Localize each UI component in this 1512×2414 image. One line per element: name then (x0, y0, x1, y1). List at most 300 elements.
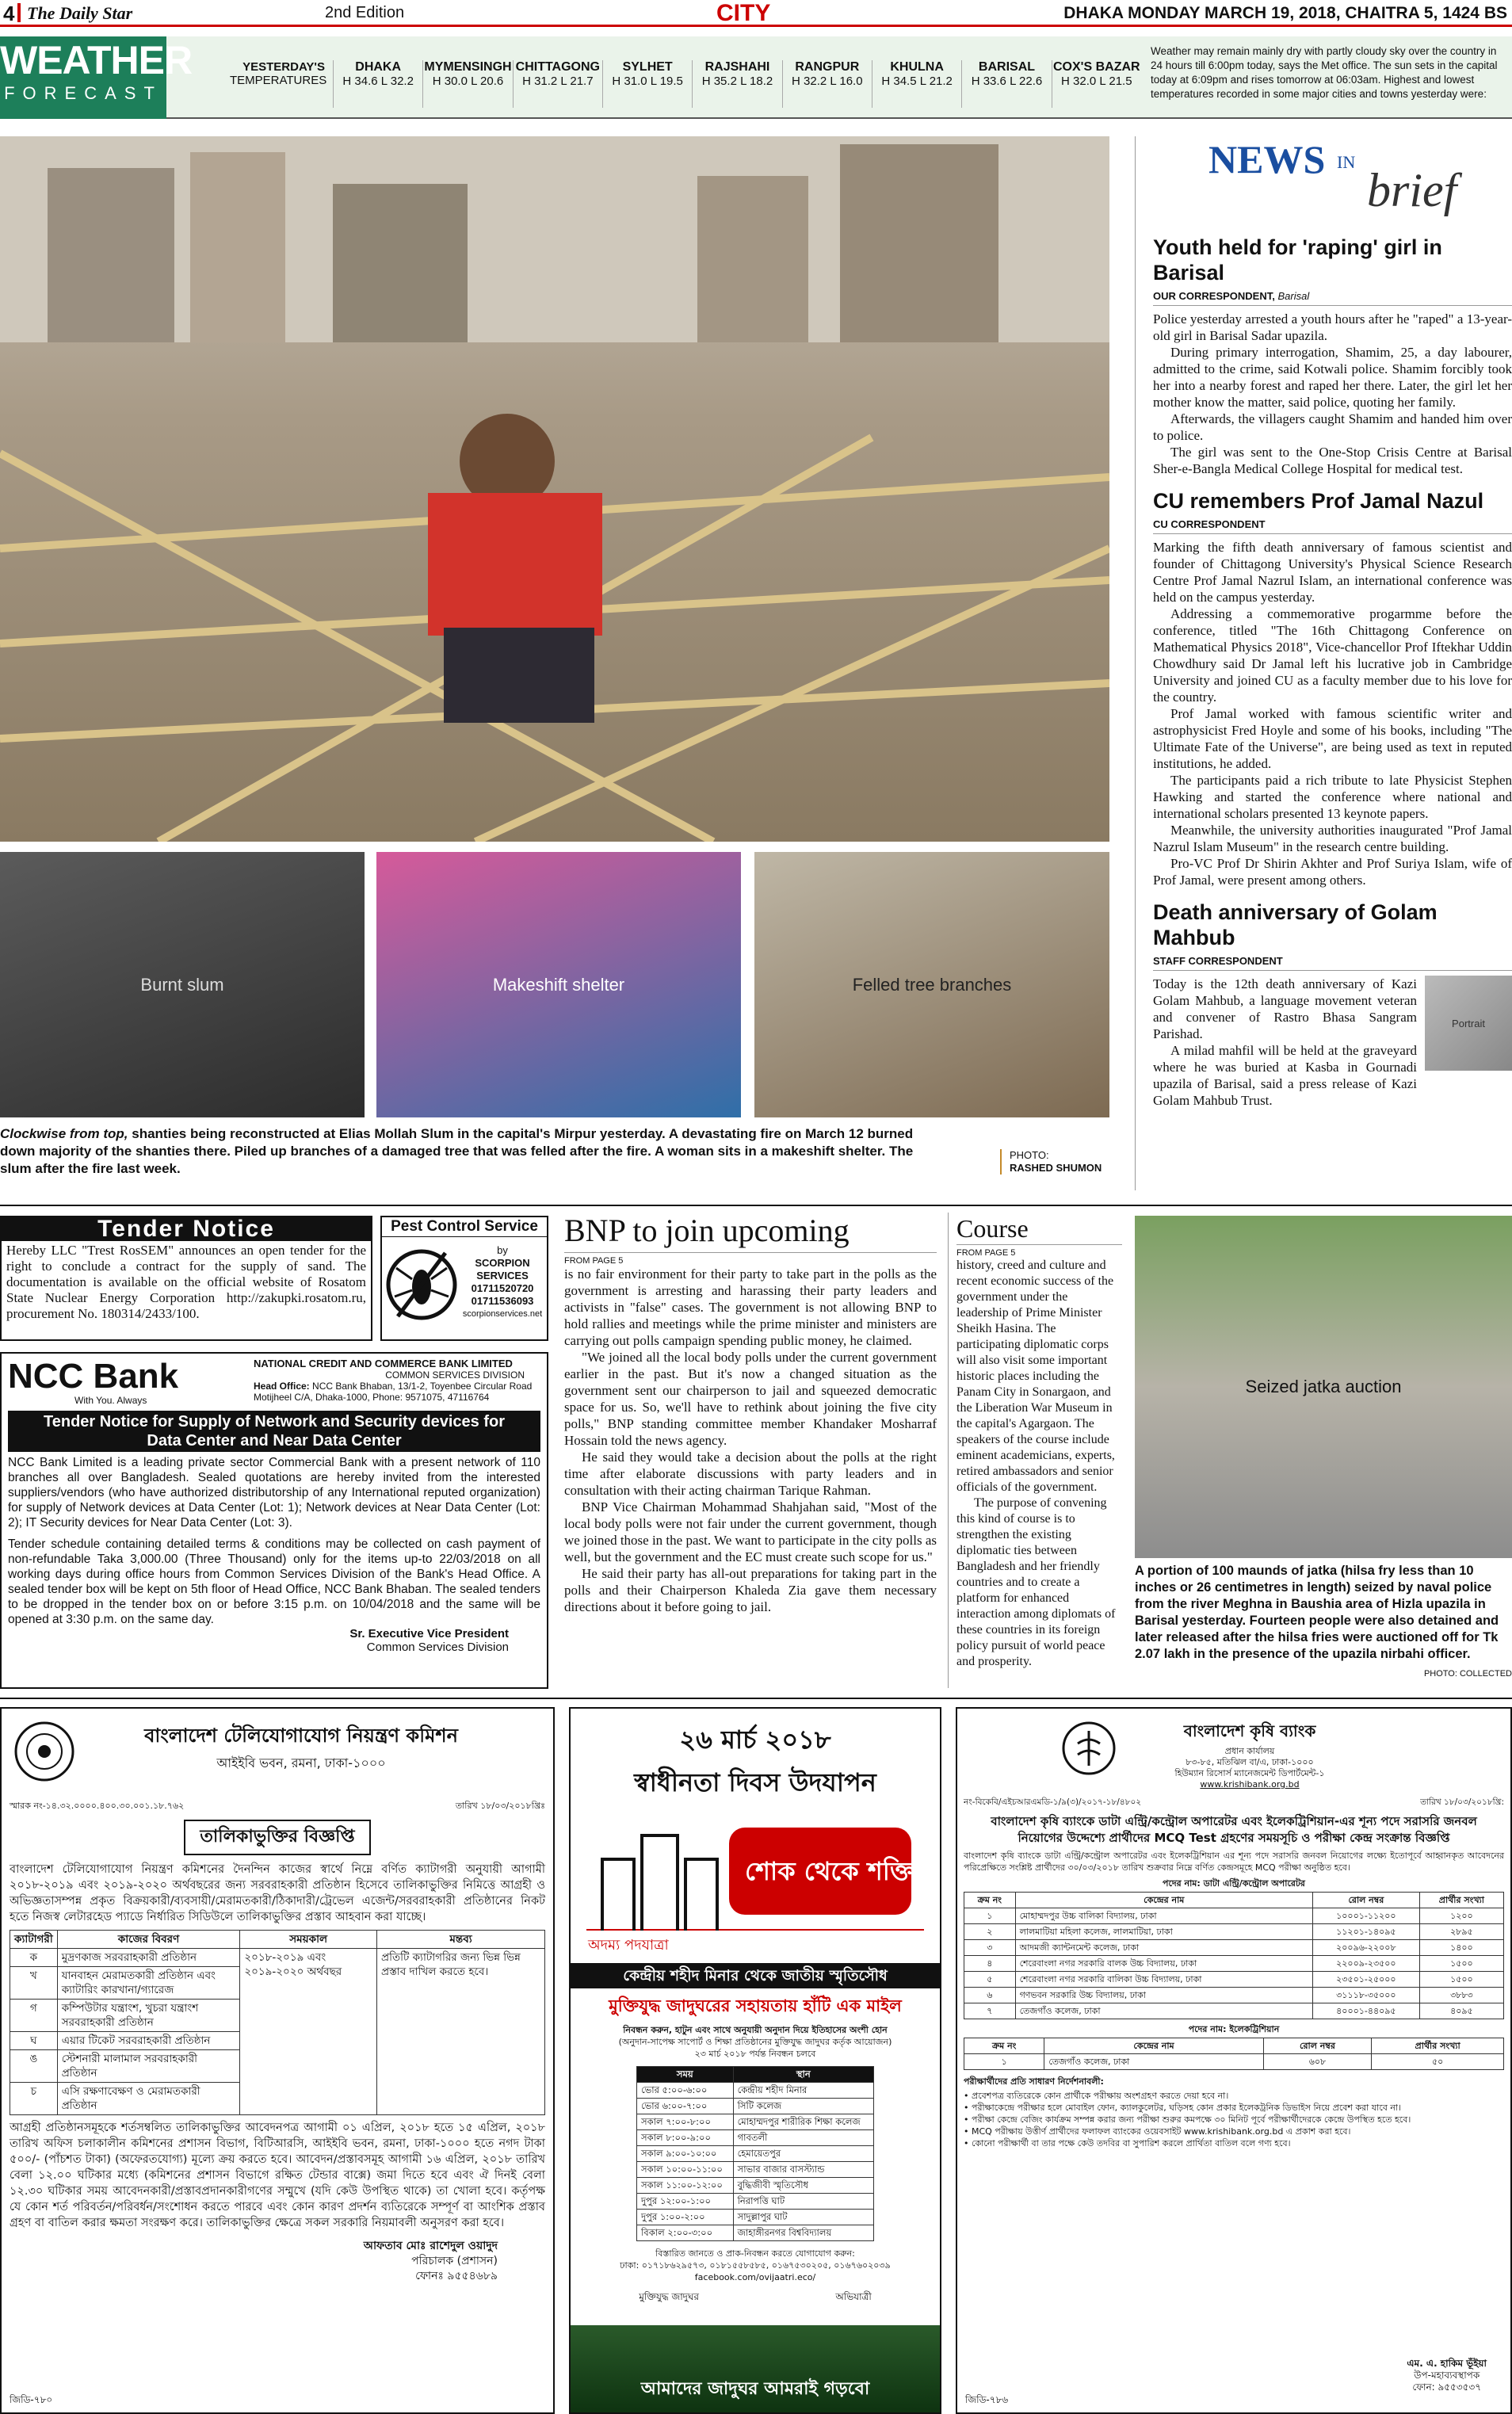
museum-time: দুপুর ১:০০-২:০০ (637, 2210, 734, 2225)
krishi-date: তারিখ ১৮/০৩/২০১৮খ্রি: (1420, 1797, 1504, 1807)
edition: 2nd Edition (325, 4, 405, 21)
btrc-remark: প্রতিটি ক্যাটাগরির জন্য ভিন্ন ভিন্ন প্রস্তাব দাখিল করতে হবে। (377, 1949, 545, 2115)
krishi-row (964, 1972, 1504, 1988)
krishi-cell: ৩৮৮৩ (1419, 1988, 1503, 2003)
city-name: COX'S BAZAR (1052, 60, 1140, 74)
bnp-story (564, 1213, 937, 1688)
krishi-row (964, 1940, 1504, 1956)
museum-ad (569, 1707, 941, 2414)
krishi-cell: ১২০০ (1419, 1908, 1503, 1924)
city-temp: H 31.0 L 19.5 (612, 74, 683, 88)
krishi-cell: ১ (964, 2054, 1044, 2070)
museum-place: সাভার বাজার বাসস্ট্যান্ড (733, 2162, 873, 2178)
krishi-col-header: রোল নম্বর (1313, 1893, 1420, 1908)
caption-text: shanties being reconstructed at Elias Mollah Slum in the capital's Mirpur yesterday. A devastating fire on March 12 burned down majority of the shanties there. Piled up branches of a damaged tree that was felled after the fire. A woman sits in a makeshift shelter. The slum after the fire last week. (0, 1126, 914, 1176)
masthead (0, 0, 1512, 27)
bnp-from-page: FROM PAGE 5 (564, 1256, 624, 1266)
museum-art (586, 1812, 924, 1931)
btrc-col-header: কাজের বিবরণ (57, 1931, 240, 1949)
city-temp-block (872, 60, 961, 108)
museum-contact (571, 2248, 940, 2283)
museum-slogan: অদম্য পদযাত্রা (588, 1937, 669, 1954)
photo-credit-label: PHOTO: (1010, 1149, 1049, 1161)
krishi-ref: নং-বিকেবি/এইচআরএমডি-১/৯(৩)/২০১৭-১৮/৪৮০২ (964, 1797, 1142, 1807)
ncc-paragraph-1: NCC Bank Limited is a leading private sector Commercial Bank with a present network of 110 branches all over Bangladesh. Sealed quotations are hereby invited from the interested suppliers/vendors (who have authorized distributorship of any International reputed organization) for supply of Network devices at Data Center (Lot: 1); Network devices at Near Data Center (Lot: 2); IT Security devices for Near Data Center (Lot: 3). (8, 1456, 540, 1530)
btrc-table (10, 1930, 545, 2115)
krishi-intro: বাংলাদেশ কৃষি ব্যাংকে ডাটা এন্ট্রি/কন্ট্রোল অপারেটর এবং ইলেকট্রিশিয়ান এর শূন্য পদে সরাসরি জনবল নিয়োগের লক্ষ্যে ইতোপূর্বে আহ্বানকৃত আবেদনের পরিপ্রেক্ষিতে সংশ্লিষ্ট প্রার্থীদের ৩০/০৩/২০১৮ তারিখ শুক্রবার নিম্নে বর্ণিত কেন্দ্রসমূহে MCQ পরীক্ষা অনুষ্ঠিত হবে। (964, 1851, 1504, 1873)
btrc-address: আইইবি ভবন, রমনা, ঢাকা-১০০০ (216, 1755, 386, 1770)
krishi-cell: ৩ (964, 1940, 1016, 1956)
btrc-category: খ (10, 1967, 58, 2000)
btrc-signature (10, 2239, 545, 2284)
krishi-cell: ৬ (964, 1988, 1016, 2003)
city-temp-block (1052, 60, 1141, 108)
bnp-paragraph: is no fair environment for their party to take part in the polls as the government is arresting and harassing their party leaders and activists in "false" cases. The government is not allowing BNP to hold rallies and meetings while the prime minister and ministers are carrying out polls campaign spending public money, he claimed. (564, 1266, 937, 1348)
brief-1-paragraph: The girl was sent to the One-Stop Crisis Centre at Barisal Sher-e-Bangla Medical College Hospital for medical test. (1153, 445, 1512, 476)
brief-2-paragraph: Marking the fifth death anniversary of famous scientist and founder of Chittagong University's Physical Science Research Centre Prof Jamal Nazrul Islam, an international conference was held on the campus yesterday. (1153, 540, 1512, 605)
museum-place: সিটি কলেজ (733, 2099, 873, 2114)
main-photo (0, 136, 1109, 842)
krishi-cell: আদমজী ক্যান্টনমেন্ট কলেজ, ঢাকা (1015, 1940, 1312, 1956)
ncc-logo-text: NCC Bank (8, 1357, 179, 1396)
btrc-code: জিডি-৭৮০ (10, 2394, 53, 2405)
museum-place: সাদুল্লাপুর ঘাট (733, 2210, 873, 2225)
krishi-cell: ২২০০৯-২৩৫০০ (1313, 1956, 1420, 1972)
krishi-table-1-title: পদের নাম: ডাটা এন্ট্রি/কন্ট্রোল অপারেটর (1163, 1878, 1305, 1889)
museum-route: কেন্দ্রীয় শহীদ মিনার থেকে জাতীয় স্মৃতিসৌধ (571, 1963, 940, 1988)
btrc-ref: স্মারক নং-১৪.৩২.০০০০.৪০০.৩০.০০১.১৮.৭৬২ (10, 1801, 185, 1811)
btrc-category: ঘ (10, 2032, 58, 2050)
krishi-cell: ২৮৯৫ (1419, 1924, 1503, 1940)
bnp-paragraph: He said their party has all-out preparations for taking part in the polls and their Chairperson Khaleda Zia gave them necessary directions about it before going to jail. (564, 1566, 937, 1614)
city-name: SYLHET (622, 60, 673, 74)
krishi-cell: ২৩৫০১-২৫০০০ (1313, 1972, 1420, 1988)
krishi-note: • পরীক্ষা কেন্দ্রে বেজিং কার্যক্রম সম্পন্ন করার জন্য পরীক্ষা শুরুর কমপক্ষে ৩০ মিনিট পূর্বে পরীক্ষার্থীদেরকে কেন্দ্রে উপস্থিত হতে হবে। (964, 2114, 1411, 2125)
krishi-note: • পরীক্ষাকেন্দ্রে পরীক্ষার হলে মোবাইল ফোন, ক্যালকুলেটর, ঘড়িসহ কোন প্রকার ইলেকট্রনিক ডিভাইস নিয়ে প্রবেশ করা যাবে না। (964, 2103, 1402, 2113)
page-number-divider (17, 3, 21, 22)
museum-time: ভোর ৫:০০-৬:০০ (637, 2083, 734, 2099)
brief-story-1-title: Youth held for 'raping' girl in Barisal (1153, 235, 1442, 285)
jatka-photo (1135, 1216, 1512, 1558)
jatka-photo-label: Seized jatka auction (1245, 1377, 1402, 1396)
btrc-body: আগ্রহী প্রতিষ্ঠানসমূহকে শর্তসম্বলিত তালিকাভুক্তির আবেদনপত্র আগামী ০১ এপ্রিল, ২০১৮ হতে ১৫ এপ্রিল, ২০১৮ তারিখ অফিস চলাকালীন কমিশনের প্রশাসন বিভাগ, বিটিআরসি, আইইবি ভবন, রমনা, ঢাকা-১০০০ হতে নগদ টাকা ৫০০/- (পাঁচশত টাকা) (অফেরতযোগ্য) মূল্যে ক্রয় করতে হবে। আবেদন/প্রস্তাবসমূহ আগামী ১৬ এপ্রিল, ২০১৮ তারিখ বেলা ১২.০০ ঘটিকার মধ্যে (কমিশনের প্রশাসন বিভাগে রক্ষিত টেন্ডার বাক্সে) জমা দিতে হবে এবং ঐ দিনই বেলা ১২.৩০ ঘটিকার সময় আবেদনকারী/প্রস্তাবপ্রদানকারীগণের সম্মুখে (যদি কেউ উপস্থিত থাকে) তা খোলা হবে। কর্তৃপক্ষ যে কোন শর্ত পরিবর্তন/পরিবর্ধন/সংশোধন করতে পারবে এবং কোন কারণ প্রদর্শন ব্যতিরেকে সম্পূর্ণ বা আংশিক প্রস্তাব গ্রহণ বা বাতিল করার ক্ষমতা সংরক্ষণ করে। তালিকাভুক্তির ক্ষেত্রে সকল সরকারি নিয়মাবলী অনুসরণ করা হবে। (10, 2122, 545, 2229)
scorpion-icon (385, 1241, 458, 1328)
krishi-cell: তেজগাঁও কলেজ, ঢাকা (1015, 2003, 1312, 2019)
ads-divider (0, 1698, 1512, 1699)
krishi-col-header: কেন্দ্রের নাম (1015, 1893, 1312, 1908)
krishi-table-2-title: পদের নাম: ইলেকট্রিশিয়ান (1188, 2024, 1280, 2034)
course-from-page: FROM PAGE 5 (956, 1248, 1016, 1258)
weather-logo (0, 36, 193, 119)
brief-1-paragraph: Afterwards, the villagers caught Shamim and handed him over to police. (1153, 411, 1512, 443)
ncc-bank-ad (0, 1352, 548, 1689)
museum-orgs (571, 2290, 940, 2305)
krishi-bank-ad (956, 1707, 1512, 2414)
bnp-paragraph: "We joined all the local body polls under the current government earlier in the past. But it's now a changed situation as the government sent our chairperson to jail and squeezed democratic space for us. So, we'll have to rethink about joining the five city polls," BNP standing committee member Khandaker Mosharraf Hossain told the news agency. (564, 1350, 937, 1448)
krishi-table-2 (964, 2038, 1504, 2070)
bnp-paragraph: BNP Vice Chairman Mohammad Shahjahan said, "Most of the local body polls were not fair under the current government, though we joined those in the past. We want to participate in the city polls as well, but the government and the EC must create such scope for us." (564, 1499, 937, 1564)
brief-story-1-body (1153, 311, 1512, 477)
btrc-description: এয়ার টিকেট সরবরাহকারী প্রতিষ্ঠান (57, 2032, 240, 2050)
museum-row (637, 2225, 874, 2241)
btrc-description: এসি রক্ষণাবেক্ষণ ও মেরামতকারী প্রতিষ্ঠান (57, 2083, 240, 2115)
city-temp-block (692, 60, 781, 108)
museum-org-1: মুক্তিযুদ্ধ জাদুঘর (639, 2291, 700, 2302)
krishi-cell: ১ (964, 1908, 1016, 1924)
city-name: RANGPUR (795, 60, 860, 74)
museum-header-row (637, 2067, 874, 2083)
small-photo-3-label: Felled tree branches (852, 974, 1012, 995)
brief-story-3-byline: STAFF CORRESPONDENT (1153, 955, 1512, 971)
brief-2-paragraph: Meanwhile, the university authorities inaugurated "Prof Jamal Nazrul Islam Museum" in the research centre building. (1153, 823, 1512, 854)
brief-2-paragraph: The participants paid a rich tribute to late Physicist Stephen Hawking and started the conference where national and international scholars presented 13 keynote papers. (1153, 773, 1512, 821)
museum-info-2: (অনুদান-সাপেক্ষ সাপোর্ট ও শিক্ষা প্রতিষ্ঠানের মুক্তিযুদ্ধ জাদুঘর কর্তৃক আয়োজন) (618, 2037, 892, 2047)
krishi-cell: ১৪০০ (1419, 1940, 1503, 1956)
krishi-header-row (964, 1893, 1504, 1908)
museum-time: বিকাল ২:০০-৩:০০ (637, 2225, 734, 2241)
krishi-cell: ৬০৮ (1263, 2054, 1372, 2070)
btrc-category: গ (10, 2000, 58, 2032)
krishi-sub-1: প্রধান কার্যালয় (1224, 1746, 1275, 1756)
main-photo-illustration (0, 136, 1109, 842)
museum-row (637, 2114, 874, 2130)
tender-notice-text: Hereby LLC "Trest RosSEM" announces an open tender for the right to conclude a contract for the supply of sand. The documentation is available on the official website of Rosatom State Nuclear Energy Corporation http://zakupki.rosatom.ru, procurement No. 180314/2433/100. (6, 1243, 366, 1321)
jatka-credit: PHOTO: COLLECTED (1423, 1669, 1512, 1679)
brief-3-paragraph: A milad mahfil will be held at the graveyard where he was buried at Kasba in Gournadi upazila of Barisal, said a press release of Kazi Golam Mahbub Trust. (1153, 1043, 1417, 1108)
museum-time: ভোর ৬:০০-৭:০০ (637, 2099, 734, 2114)
museum-row (637, 2099, 874, 2114)
city-temps (333, 60, 1141, 108)
museum-row (637, 2130, 874, 2146)
jatka-caption-text: A portion of 100 maunds of jatka (hilsa fry less than 10 inches or 26 centimetres in length) seized by naval police from the river Meghna in Baushia area of Hizla upazila in Barisal yesterday. Fourteen people were also detained and later released after the hilsa fries were auctioned off for Tk 2.07 lakh in the presence of the upazila nirbahi officer. (1135, 1564, 1499, 1661)
brief-3-paragraph: Today is the 12th death anniversary of Kazi Golam Mahbub, a language movement veteran and convener of Rastro Bhasa Sangram Parishad. (1153, 976, 1417, 1041)
city-name: DHAKA (355, 60, 402, 74)
golam-mahbub-photo (1425, 976, 1512, 1071)
krishi-col-header: ক্রম নং (964, 1893, 1016, 1908)
ncc-address (254, 1358, 540, 1408)
caption-lead: Clockwise from top, (0, 1126, 128, 1141)
ncc-paragraph-2: Tender schedule containing detailed terms & conditions may be collected on cash payment of non-refundable Taka 3,000.00 (Three Thousand) only for the items up-to 22/03/2018 on all working days during office hours from Common Services Division of the Bank's Head Office. A sealed tender box will be kept on 5th floor of Head Office, NCC Bank Bhaban. The sealed tenders to be dropped in the tender box on or before 3:15 p.m. on 10/04/2018 and the same will be opened at 3:30 p.m. on the same day. (8, 1537, 540, 1626)
krishi-phone: ফোন: ৯৫৫৩৫৩৭ (1412, 2382, 1482, 2393)
krishi-cell: ৪ (964, 1956, 1016, 1972)
temps-label (230, 60, 325, 87)
museum-row (637, 2083, 874, 2099)
museum-info-3: ২৩ মার্চ ২০১৮ পর্যন্ত নিবন্ধন চলবে (694, 2049, 816, 2059)
btrc-notice-box (10, 1820, 545, 1855)
btrc-category: চ (10, 2083, 58, 2115)
krishi-note: • কোনো পরীক্ষার্থী বা তার পক্ষে কেউ তদবির বা সুপারিশ করলে প্রার্থিতা বাতিল বলে গণ্য হবে। (964, 2138, 1291, 2149)
photo-credit (1000, 1149, 1102, 1175)
city-name: BARISAL (978, 60, 1036, 74)
ncc-signature (8, 1627, 540, 1654)
ncc-logo (8, 1358, 254, 1408)
city-temp: H 32.2 L 16.0 (792, 74, 863, 88)
krishi-header-row (964, 2038, 1504, 2054)
city-temp: H 35.2 L 18.2 (701, 74, 773, 88)
museum-time: সকাল ৭:০০-৮:০০ (637, 2114, 734, 2130)
krishi-cell: ৪০৯৫ (1419, 2003, 1503, 2019)
jatka-caption (1135, 1563, 1512, 1683)
ncc-tagline: With You. Always (74, 1395, 147, 1406)
brief-2-paragraph: Addressing a commemorative progarmme before the conference, titled "The 16th Chittagong Conference on Mathematical Physics 2018", Vice-chancellor Prof Iftekhar Uddin Chowdhury said Dr Jamal left his lucrative job in Cambridge University and joined CU as a faculty member due to his love for the country. (1153, 606, 1512, 705)
krishi-col-header: রোল নম্বর (1263, 2038, 1372, 2054)
museum-row (637, 2162, 874, 2178)
btrc-ref-row (10, 1798, 545, 1813)
krishi-cell: ৫ (964, 1972, 1016, 1988)
krishi-notes-title: পরীক্ষার্থীদের প্রতি সাধারণ নির্দেশনাবলী: (964, 2076, 1104, 2087)
krishi-signature (1407, 2358, 1487, 2393)
city-temp-block (782, 60, 872, 108)
museum-footer-text: আমাদের জাদুঘর আমরাই গড়বো (640, 2379, 870, 2399)
city-temp: H 33.6 L 22.6 (971, 74, 1043, 88)
bnp-paragraph: He said they would take a decision about the polls at the right time after elaborate discussions with party leaders and in consultation with their acting chairman Tarique Rahman. (564, 1450, 937, 1498)
photo-caption (0, 1125, 935, 1178)
btrc-intro: বাংলাদেশ টেলিযোগাযোগ নিয়ন্ত্রণ কমিশনের দৈনন্দিন কাজের স্বার্থে নিম্নে বর্ণিত ক্যাটাগরী অনুযায়ী আগামী ২০১৮-২০১৯ এবং ২০১৯-২০২০ অর্থবছরের জন্য সরবরাহকারী প্রতিষ্ঠান হিসেবে তালিকাভুক্তির নিমিত্তে আগ্রহী ও অভিজ্ঞতাসম্পন্ন প্রকৃত বিক্রয়কারী/ব্যবসায়ী/মেরামতকারী/ঠিকাদারী/ট্রেভেল এজেন্ট/সরবরাহকারী প্রতিষ্ঠানের নিকট হতে নিজস্ব লেটারহেড প্যাডে নির্ধারিত সিডিউলে তালিকাভুক্তির প্রস্তাব আহবান করা যাচ্ছে। (10, 1863, 545, 1923)
museum-footer (571, 2325, 940, 2412)
krishi-cell: ৭ (964, 2003, 1016, 2019)
museum-info-1: নিবন্ধন করুন, হাটুন এবং সাথে অনুযায়ী অনুদান দিয়ে ইতিহাসের অংশী হোন (623, 2025, 888, 2035)
city-temp-block (602, 60, 692, 108)
pest-company: SCORPION SERVICES (475, 1257, 530, 1281)
btrc-description: যানবাহন মেরামতকারী প্রতিষ্ঠান এবং ক্যাটারিং কারখানা/গ্যারেজ (57, 1967, 240, 2000)
brief-in-word: IN (1337, 152, 1356, 172)
krishi-cell: মোহাম্মদপুর উচ্চ বালিকা বিদ্যালয়, ঢাকা (1015, 1908, 1312, 1924)
krishi-title: বাংলাদেশ কৃষি ব্যাংক (1183, 1721, 1316, 1740)
krishi-table-1 (964, 1892, 1504, 2019)
brief-story-3-title: Death anniversary of Golam Mahbub (1153, 900, 1438, 949)
museum-col-header: সময় (637, 2067, 734, 2083)
brief-1-paragraph: Police yesterday arrested a youth hours after he "raped" a 13-year-old girl in Barisal Sadar upazila. (1153, 311, 1512, 343)
city-name: KHULNA (890, 60, 944, 74)
museum-place: কেন্দ্রীয় শহীদ মিনার (733, 2083, 873, 2099)
city-temp-block (333, 60, 422, 108)
course-body (956, 1258, 1122, 1670)
news-in-brief (1135, 136, 1512, 1190)
city-temp-block (513, 60, 602, 108)
small-photo-1-label: Burnt slum (140, 974, 224, 995)
btrc-header-row (10, 1931, 545, 1949)
btrc-col-header: ক্যাটাগরী (10, 1931, 58, 1949)
btrc-ad (0, 1707, 555, 2414)
course-story (948, 1213, 1122, 1688)
museum-facebook: facebook.com/ovijaatri.eco/ (694, 2272, 816, 2282)
krishi-row (964, 1924, 1504, 1940)
tender-notice-title: Tender Notice (2, 1217, 371, 1241)
btrc-title: বাংলাদেশ টেলিযোগাযোগ নিয়ন্ত্রণ কমিশন (144, 1725, 458, 1747)
krishi-heading: বাংলাদেশ কৃষি ব্যাংকে ডাটা এন্ট্রি/কন্ট্রোল অপারেটর এবং ইলেকট্রিশিয়ান-এর শূন্য পদে সরাসরি জনবল নিয়োগের উদ্দেশ্যে প্রার্থীদের MCQ Test গ্রহণের সময়সূচি ও পরীক্ষা কেন্দ্র সংক্রান্ত বিজ্ঞপ্তি (991, 1814, 1477, 1845)
ncc-sign-division: Common Services Division (366, 1641, 509, 1654)
pest-control-ad (380, 1216, 548, 1341)
krishi-website[interactable]: www.krishibank.org.bd (1200, 1779, 1300, 1789)
pest-website: scorpionservices.net (462, 1309, 543, 1319)
krishi-col-header: ক্রম নং (964, 2038, 1044, 2054)
ncc-division: COMMON SERVICES DIVISION (385, 1369, 525, 1381)
btrc-phone: ফোনঃ ৯৫৫৪৬৮৯ (415, 2270, 498, 2282)
small-photo-tree (754, 852, 1109, 1117)
krishi-row (964, 1956, 1504, 1972)
btrc-row (10, 1949, 545, 1967)
weather-note: Weather may remain mainly dry with partly cloudy sky over the country in 24 hours till 6:00pm today, says the Met office. The sun sets in the capital today at 6:09pm and rises tomorrow at 06:03am. Highest and lowest temperatures recorded in some major cities and towns yesterday were: (1151, 45, 1498, 100)
city-temp-block (422, 60, 512, 108)
btrc-logo-icon (13, 1720, 76, 1783)
small-photo-burnt-slum (0, 852, 365, 1117)
course-headline: Course (956, 1213, 1122, 1245)
krishi-cell: ২০০৯৬-২২০০৮ (1313, 1940, 1420, 1956)
brief-story-3-wrap (1153, 976, 1512, 1109)
museum-schedule-table (636, 2066, 874, 2241)
ncc-sign-title: Sr. Executive Vice President (349, 1627, 509, 1641)
page-number: 4 (3, 2, 15, 25)
city-temp: H 34.6 L 32.2 (342, 74, 414, 88)
btrc-description: মুদ্রণকাজ সরবরাহকারী প্রতিষ্ঠান (57, 1949, 240, 1967)
brief-2-paragraph: Pro-VC Prof Dr Shirin Akhter and Prof Suriya Islam, wife of Prof Jamal, were present among others. (1153, 856, 1512, 888)
weather-bar (0, 36, 1512, 119)
btrc-col-header: সময়কাল (240, 1931, 377, 1949)
museum-time: সকাল ১০:০০-১১:০০ (637, 2162, 734, 2178)
brief-story-3-body (1153, 976, 1417, 1109)
brief-2-paragraph: Prof Jamal worked with famous scientific writer and astrophysicist Fred Hoyle and some of his books, including "The Ultimate Fate of the Universe", are being used as text in reputed institutions, he added. (1153, 706, 1512, 771)
btrc-signer: আফতাব মোঃ রাশেদুল ওয়াদুদ (363, 2240, 498, 2252)
brief-1-paragraph: During primary interrogation, Shamim, 25, a day labourer, admitted to the crime, said Kotwali police. Shamim forcibly took her into a nearby forest and raped her there. Later, the girl let her mother know the matter, said police, quoting her family. (1153, 345, 1512, 410)
krishi-row (964, 1988, 1504, 2003)
brief-story-1-byline (1153, 290, 1512, 306)
krishi-ref-row (964, 1795, 1504, 1810)
museum-art-text: শোক থেকে শক্তি (745, 1856, 914, 1886)
krishi-cell: ১৫০০ (1419, 1956, 1503, 1972)
krishi-cell: লালমাটিয়া মহিলা কলেজ, লালমাটিয়া, ঢাকা (1015, 1924, 1312, 1940)
krishi-note: • MCQ পরীক্ষায় উত্তীর্ণ প্রার্থীদের ফলাফল ব্যাংকের ওয়েবসাইট www.krishibank.org.bd এ প্রকাশ করা হবে। (964, 2126, 1351, 2137)
krishi-col-header: প্রার্থীর সংখ্যা (1419, 1893, 1503, 1908)
museum-row (637, 2146, 874, 2162)
krishi-cell: ১৫০০ (1419, 1972, 1503, 1988)
ncc-head-office: NCC Bank Bhaban, 13/1-2, Toyenbee Circular Road Motijheel C/A, Dhaka-1000, Phone: 9571075, 47116764 (254, 1381, 533, 1403)
pest-by: by (497, 1244, 508, 1256)
krishi-bank-logo-icon (1060, 1720, 1117, 1777)
small-photo-2-label: Makeshift shelter (492, 974, 625, 995)
museum-time: সকাল ৮:০০-৯:০০ (637, 2130, 734, 2146)
museum-place: গাবতলী (733, 2130, 873, 2146)
krishi-cell: ৫০ (1372, 2054, 1504, 2070)
city-name: RAJSHAHI (704, 60, 770, 74)
ncc-header (8, 1358, 540, 1408)
brief-story-2-title: CU remembers Prof Jamal Nazul (1153, 489, 1484, 513)
krishi-row (964, 2003, 1504, 2019)
btrc-notice-title: তালিকাভুক্তির বিজ্ঞপ্তি (184, 1820, 370, 1855)
museum-phones: ঢাকা: ০১৭১৮৬২৯৫৭৩, ০১৮১৫৫৮৫৮৫, ০১৬৭৫৩০২০৫, ০১৬৭৬০২০৩৯ (620, 2260, 891, 2271)
pest-phone-1: 01711520720 (471, 1282, 534, 1294)
photo-credit-name: RASHED SHUMON (1010, 1162, 1102, 1174)
museum-row (637, 2178, 874, 2194)
krishi-sub-3: হিউম্যান রিসোর্স ম্যানেজমেন্ট ডিপার্টমেন্ট-১ (1174, 1768, 1325, 1778)
ncc-bank-name: NATIONAL CREDIT AND COMMERCE BANK LIMITED (254, 1358, 513, 1369)
museum-contact-label: বিস্তারিত জানতে ও প্রাক-নিবন্ধন করতে যোগাযোগ করুন: (655, 2248, 855, 2259)
krishi-row (964, 1908, 1504, 1924)
krishi-subtitle (964, 1746, 1504, 1790)
krishi-cell: ৪০০০১-৪৪০৯৫ (1313, 2003, 1420, 2019)
brief-header (1153, 136, 1512, 231)
museum-place: হেমায়েতপুর (733, 2146, 873, 2162)
brief-brief-word: brief (1367, 164, 1457, 216)
museum-walk: মুক্তিযুদ্ধ জাদুঘরের সহায়তায় হাঁটি এক মাইল (609, 1996, 902, 2015)
krishi-designation: উপ-মহাব্যবস্থাপক (1414, 2370, 1480, 2381)
brief-news-word: NEWS (1208, 137, 1326, 181)
city-temp: H 34.5 L 21.2 (881, 74, 953, 88)
city-name: MYMENSINGH (424, 60, 512, 74)
pest-title: Pest Control Service (382, 1217, 547, 1237)
btrc-description: কম্পিউটার যন্ত্রাংশ, খুচরা যন্ত্রাংশ সরবরাহকারী প্রতিষ্ঠান (57, 2000, 240, 2032)
paper-name: The Daily Star (27, 3, 133, 23)
small-photo-shelter (376, 852, 741, 1117)
museum-time: সকাল ১১:০০-১২:০০ (637, 2178, 734, 2194)
btrc-category: ঙ (10, 2050, 58, 2083)
btrc-date: তারিখ ১৮/০৩/২০১৮খ্রিঃ (455, 1801, 545, 1811)
temperatures-label: TEMPERATURES (230, 74, 327, 87)
course-paragraph: history, creed and culture and recent economic success of the government under the leadership of Prime Minister Sheikh Hasina. The participating diplomatic corps will also visit some important historic places including the Panam City in Sonargaon, and the Liberation War Museum in the capital's Agargaon. The speakers of the course include eminent academicians, experts, retired ambassadors and senior officials of the government. (956, 1259, 1115, 1494)
byline-1-place: Barisal (1277, 290, 1310, 302)
weather-subtitle: FORECAST (4, 83, 162, 103)
brief-story-2-body (1153, 539, 1512, 888)
museum-org-2: অভিযাত্রী (835, 2291, 872, 2302)
bnp-body (564, 1266, 937, 1615)
pest-details (460, 1244, 545, 1320)
museum-row (637, 2210, 874, 2225)
pest-phone-2: 01711536093 (471, 1295, 534, 1307)
yesterday-label: YESTERDAY'S (242, 60, 325, 74)
krishi-sub-2: ৮৩-৮৫, মতিঝিল বা/এ, ঢাকা-১০০০ (1186, 1757, 1314, 1767)
museum-place: বুদ্ধিজীবী স্মৃতিসৌধ (733, 2178, 873, 2194)
city-temp: H 30.0 L 20.6 (432, 74, 504, 88)
btrc-period: ২০১৮-২০১৯ এবং ২০১৯-২০২০ অর্থবছর (240, 1949, 377, 2115)
btrc-designation: পরিচালক (প্রশাসন) (411, 2255, 498, 2267)
krishi-col-header: কেন্দ্রের নাম (1044, 2038, 1263, 2054)
btrc-description: স্টেশনারী মালামাল সরবরাহকারী প্রতিষ্ঠান (57, 2050, 240, 2083)
city-name: CHITTAGONG (515, 60, 600, 74)
krishi-cell: ২ (964, 1924, 1016, 1940)
krishi-signer: এম. এ. হাকিম ভূঁইয়া (1407, 2358, 1487, 2369)
byline-1: OUR CORRESPONDENT, (1153, 290, 1275, 302)
weather-title: WEATHER (0, 38, 193, 82)
city-temp: H 31.2 L 21.7 (522, 74, 594, 88)
ncc-title: Tender Notice for Supply of Network and Security devices for Data Center and Near Data Center (8, 1411, 540, 1452)
museum-place: মোহাম্মদপুর শারীরিক শিক্ষা কলেজ (733, 2114, 873, 2130)
brief-story-2-byline: CU CORRESPONDENT (1153, 518, 1512, 534)
krishi-col-header: প্রার্থীর সংখ্যা (1372, 2038, 1504, 2054)
portrait-label: Portrait (1452, 1017, 1485, 1029)
krishi-cell: তেজগাঁও কলেজ, ঢাকা (1044, 2054, 1263, 2070)
krishi-cell: গণভবন সরকারি উচ্চ বিদ্যালয়, ঢাকা (1015, 1988, 1312, 2003)
btrc-category: ক (10, 1949, 58, 1967)
dateline: DHAKA MONDAY MARCH 19, 2018, CHAITRA 5, 1424 BS (1063, 4, 1507, 22)
krishi-cell: শেরেবাংলা নগর সরকারি বালিকা উচ্চ বিদ্যালয়, ঢাকা (1015, 1972, 1312, 1988)
ncc-head-label: Head Office: (254, 1381, 310, 1392)
city-temp-block (961, 60, 1051, 108)
krishi-note: • প্রবেশপত্র ব্যতিরেকে কোন প্রার্থীকে পরীক্ষায় অংশগ্রহণ করতে দেয়া হবে না। (964, 2091, 1229, 2101)
section-title: CITY (716, 0, 771, 26)
krishi-cell: শেরেবাংলা নগর সরকারি বালক উচ্চ বিদ্যালয়, ঢাকা (1015, 1956, 1312, 1972)
bnp-headline: BNP to join upcoming (564, 1213, 937, 1253)
museum-time: দুপুর ১২:০০-১:০০ (637, 2194, 734, 2210)
krishi-notes (964, 2090, 1504, 2149)
museum-row (637, 2194, 874, 2210)
city-temp: H 32.0 L 21.5 (1061, 74, 1132, 88)
museum-title: স্বাধীনতা দিবস উদযাপন (634, 1767, 876, 1797)
museum-date: ২৬ মার্চ ২০১৮ (679, 1725, 831, 1755)
krishi-cell: ১১২০১-১৪০৯৫ (1313, 1924, 1420, 1940)
course-paragraph: The purpose of convening this kind of course is to strengthen the existing diplomatic ties between Bangladesh and her friendly countries and to create a platform for enhanced interaction among diplomats of these countries in its foreign policy pursuit of world peace and prosperity. (956, 1496, 1116, 1668)
museum-info (571, 2024, 940, 2060)
museum-place: নিরাপত্তি ঘাট (733, 2194, 873, 2210)
museum-col-header: স্থান (733, 2067, 873, 2083)
